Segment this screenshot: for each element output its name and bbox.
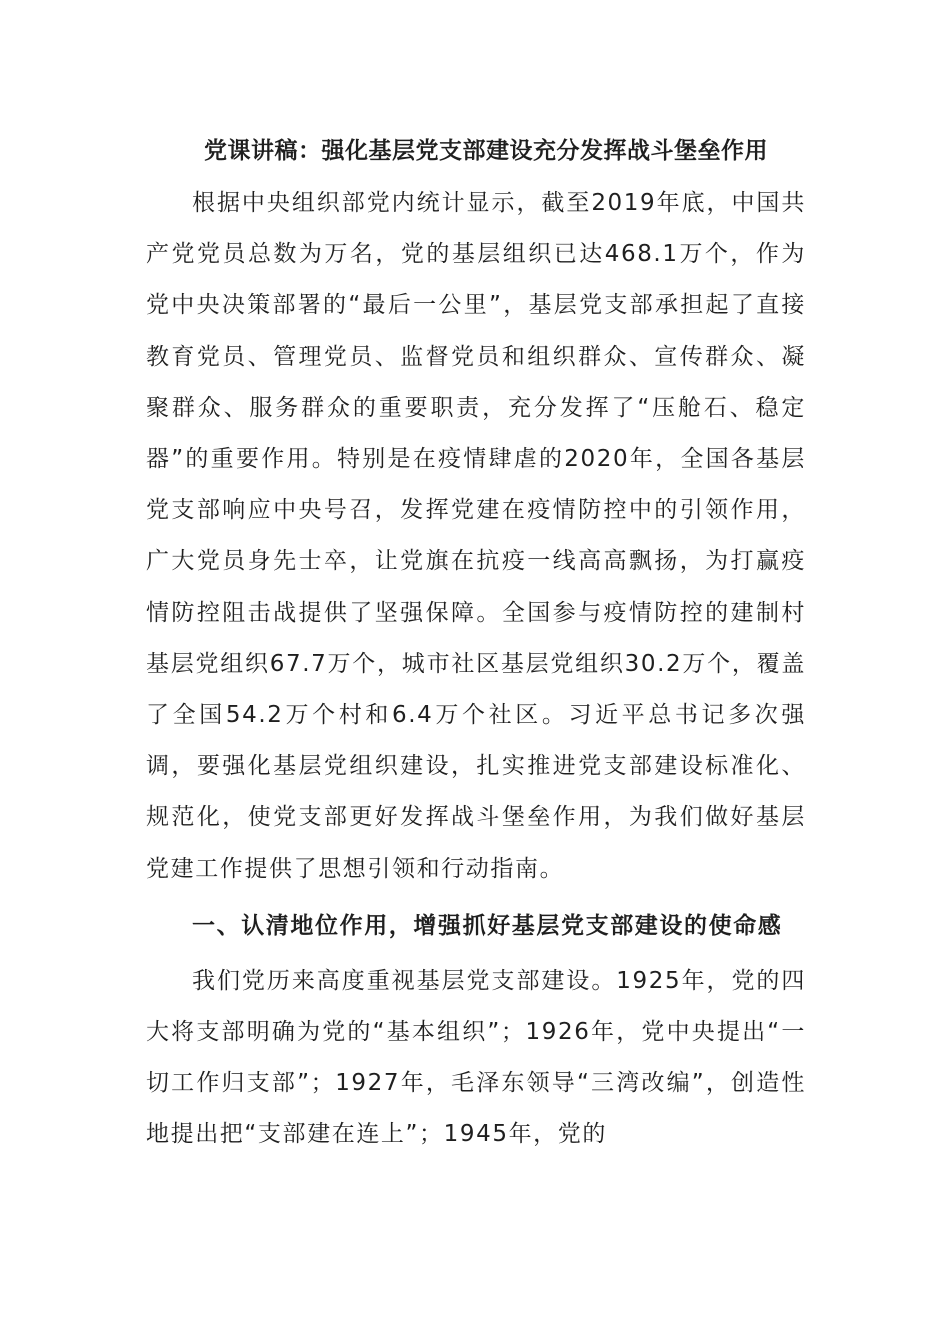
document-body (146, 124, 806, 1161)
document-title: 党课讲稿：强化基层党支部建设充分发挥战斗堡垒作用 (204, 138, 768, 164)
section-heading: 一、认清地位作用，增强抓好基层党支部建设的使命感 (192, 912, 783, 939)
intro-paragraph: 根据中央组织部党内统计显示，截至2019年底，中国共产党党员总数为万名，党的基层组织已达468.1万个，作为党中央决策部署的“最后一公里”，基层党支部承担起了直接教育党员、管理党员、监督党员和组织群众、宣传群众、凝聚群众、服务群众的重要职责，充分发挥了“压舱石、稳定器”的重要作用。特别是在疫情肆虐的2020年，全国各基层党支部响应中央号召，发挥党建在疫情防控中的引领作用，广大党员身先士卒，让党旗在抗疫一线高高飘扬，为打赢疫情防控阻击战提供了坚强保障。全国参与疫情防控的建制村基层党组织67.7万个，城市社区基层党组织30.2万个，覆盖了全国54.2万个村和6.4万个社区。习近平总书记多次强调，要强化基层党组织建设，扎实推进党支部建设标准化、规范化，使党支部更好发挥战斗堡垒作用，为我们做好基层党建工作提供了思想引领和行动指南。 (146, 190, 806, 882)
section-paragraph: 我们党历来高度重视基层党支部建设。1925年，党的四大将支部明确为党的“基本组织”；1926年，党中央提出“一切工作归支部”；1927年，毛泽东领导“三湾改编”，创造性地提出把“支部建在连上”；1945年，党的 (146, 967, 806, 1148)
